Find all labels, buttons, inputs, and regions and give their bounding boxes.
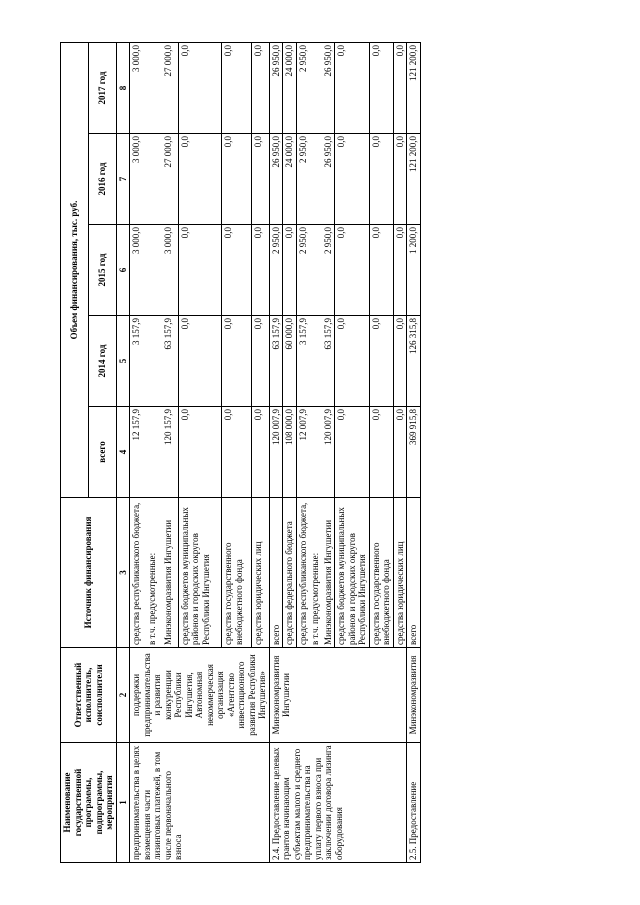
value-cell: 0,0: [335, 407, 370, 498]
value-cell: 26 950,0: [269, 42, 283, 133]
column-number: 6: [116, 225, 130, 316]
header-executor: Ответственный исполнитель, соисполнители: [61, 648, 117, 743]
value-cell: 3 000,0: [162, 225, 178, 316]
table-row: [130, 42, 146, 862]
column-number: 8: [116, 42, 130, 133]
value-cell: 121 200,0: [407, 42, 421, 133]
value-cell: 0,0: [283, 225, 297, 316]
source-cell: в т.ч. предусмотренные:: [146, 498, 162, 648]
value-cell: [146, 225, 162, 316]
value-cell: 0,0: [222, 134, 252, 225]
value-cell: 63 157,9: [162, 316, 178, 407]
source-cell: средства федерального бюджета: [283, 498, 297, 648]
financing-table: [60, 42, 421, 863]
value-cell: 121 200,0: [407, 134, 421, 225]
header-2016: 2016 год: [88, 134, 116, 225]
value-cell: 0,0: [252, 407, 269, 498]
value-cell: 0,0: [393, 225, 407, 316]
value-cell: 0,0: [369, 42, 393, 133]
value-cell: 126 315,8: [407, 316, 421, 407]
value-cell: 12 157,9: [130, 407, 146, 498]
value-cell: [146, 134, 162, 225]
source-cell: Минэкономразвития Ингушетии: [322, 498, 335, 648]
header-row: [61, 42, 89, 862]
value-cell: 120 157,9: [162, 407, 178, 498]
program-name-cell: 2.5. Предоставление: [407, 743, 421, 863]
source-cell: средства государственного внебюджетного фонда: [369, 498, 393, 648]
value-cell: 3 157,9: [296, 316, 309, 407]
value-cell: 0,0: [369, 407, 393, 498]
executor-cell: Минэкономразвития: [407, 648, 421, 743]
value-cell: 0,0: [335, 316, 370, 407]
value-cell: [146, 316, 162, 407]
value-cell: 0,0: [252, 225, 269, 316]
executor-cell: поддержки предпринимательства и развития конкуренции Республики Ингушетия, Автономная некоммерческая организация «Агентство инвестиционного развития Республики Ингушетия»: [130, 648, 270, 743]
value-cell: 0,0: [178, 407, 222, 498]
value-cell: 3 157,9: [130, 316, 146, 407]
header-total: всего: [88, 407, 116, 498]
value-cell: 12 007,9: [296, 407, 309, 498]
source-cell: средства республиканского бюджета,: [130, 498, 146, 648]
header-program-name: Наименование государственной программы, подпрограммы, мероприятия: [61, 743, 117, 863]
value-cell: 3 000,0: [130, 42, 146, 133]
value-cell: 0,0: [335, 134, 370, 225]
value-cell: 0,0: [393, 316, 407, 407]
header-2014: 2014 год: [88, 316, 116, 407]
program-name-cell: предпринимательства в целях возмещения части лизинговых платежей, в том числе первоначального взноса: [130, 743, 270, 863]
header-2015: 2015 год: [88, 225, 116, 316]
value-cell: 0,0: [369, 316, 393, 407]
value-cell: 108 000,0: [283, 407, 297, 498]
value-cell: [309, 134, 322, 225]
value-cell: 0,0: [393, 134, 407, 225]
value-cell: 0,0: [178, 316, 222, 407]
value-cell: 1 200,0: [407, 225, 421, 316]
value-cell: 0,0: [369, 225, 393, 316]
source-cell: средства республиканского бюджета,: [296, 498, 309, 648]
value-cell: 0,0: [222, 42, 252, 133]
table-row: [269, 42, 283, 862]
header-funding-group: Объем финансирования, тыс. руб.: [61, 42, 89, 497]
value-cell: 24 000,0: [283, 42, 297, 133]
value-cell: 0,0: [369, 134, 393, 225]
value-cell: 63 157,9: [269, 316, 283, 407]
value-cell: 0,0: [252, 42, 269, 133]
column-number: 2: [116, 648, 130, 743]
source-cell: средства бюджетов муниципальных районов и городских округов Республики Ингушетия: [335, 498, 370, 648]
value-cell: 0,0: [178, 225, 222, 316]
value-cell: 63 157,9: [322, 316, 335, 407]
value-cell: [146, 407, 162, 498]
value-cell: 0,0: [335, 42, 370, 133]
value-cell: 0,0: [252, 316, 269, 407]
value-cell: 120 007,9: [269, 407, 283, 498]
value-cell: [309, 407, 322, 498]
value-cell: [309, 225, 322, 316]
program-name-cell: 2.4. Предоставление целевых грантов начинающим субъектам малого и среднего предпринимательства на уплату первого взноса при заключении договора лизинга оборудования: [269, 743, 407, 863]
value-cell: [146, 42, 162, 133]
source-cell: средства государственного внебюджетного фонда: [222, 498, 252, 648]
header-2017: 2017 год: [88, 42, 116, 133]
value-cell: 0,0: [222, 407, 252, 498]
column-number: 1: [116, 743, 130, 863]
source-cell: Минэкономразвития Ингушетии: [162, 498, 178, 648]
column-number: 5: [116, 316, 130, 407]
value-cell: 0,0: [178, 42, 222, 133]
header-source: Источник финансирования: [61, 498, 117, 648]
column-number: 3: [116, 498, 130, 648]
column-number: 4: [116, 407, 130, 498]
value-cell: 26 950,0: [269, 134, 283, 225]
source-cell: средства бюджетов муниципальных районов и городских округов Республики Ингушетия: [178, 498, 222, 648]
value-cell: 26 950,0: [322, 42, 335, 133]
source-cell: всего: [407, 498, 421, 648]
value-cell: 120 007,9: [322, 407, 335, 498]
source-cell: средства юридических лиц: [252, 498, 269, 648]
value-cell: 0,0: [252, 134, 269, 225]
value-cell: 2 950,0: [296, 42, 309, 133]
value-cell: 369 915,8: [407, 407, 421, 498]
value-cell: 0,0: [393, 42, 407, 133]
value-cell: 2 950,0: [322, 225, 335, 316]
value-cell: 0,0: [178, 134, 222, 225]
table-row: [407, 42, 421, 862]
column-number: 7: [116, 134, 130, 225]
value-cell: 27 000,0: [162, 42, 178, 133]
value-cell: 0,0: [222, 225, 252, 316]
value-cell: 27 000,0: [162, 134, 178, 225]
value-cell: 3 000,0: [130, 134, 146, 225]
source-cell: средства юридических лиц: [393, 498, 407, 648]
value-cell: 2 950,0: [269, 225, 283, 316]
value-cell: 0,0: [393, 407, 407, 498]
source-cell: в т.ч. предусмотренные:: [309, 498, 322, 648]
value-cell: [309, 42, 322, 133]
value-cell: 0,0: [335, 225, 370, 316]
value-cell: 0,0: [222, 316, 252, 407]
source-cell: всего: [269, 498, 283, 648]
value-cell: 2 950,0: [296, 225, 309, 316]
value-cell: [309, 316, 322, 407]
value-cell: 24 000,0: [283, 134, 297, 225]
value-cell: 2 950,0: [296, 134, 309, 225]
executor-cell: Минэкономразвития Ингушетии: [269, 648, 407, 743]
value-cell: 60 000,0: [283, 316, 297, 407]
column-number-row: [116, 42, 130, 862]
value-cell: 3 000,0: [130, 225, 146, 316]
value-cell: 26 950,0: [322, 134, 335, 225]
